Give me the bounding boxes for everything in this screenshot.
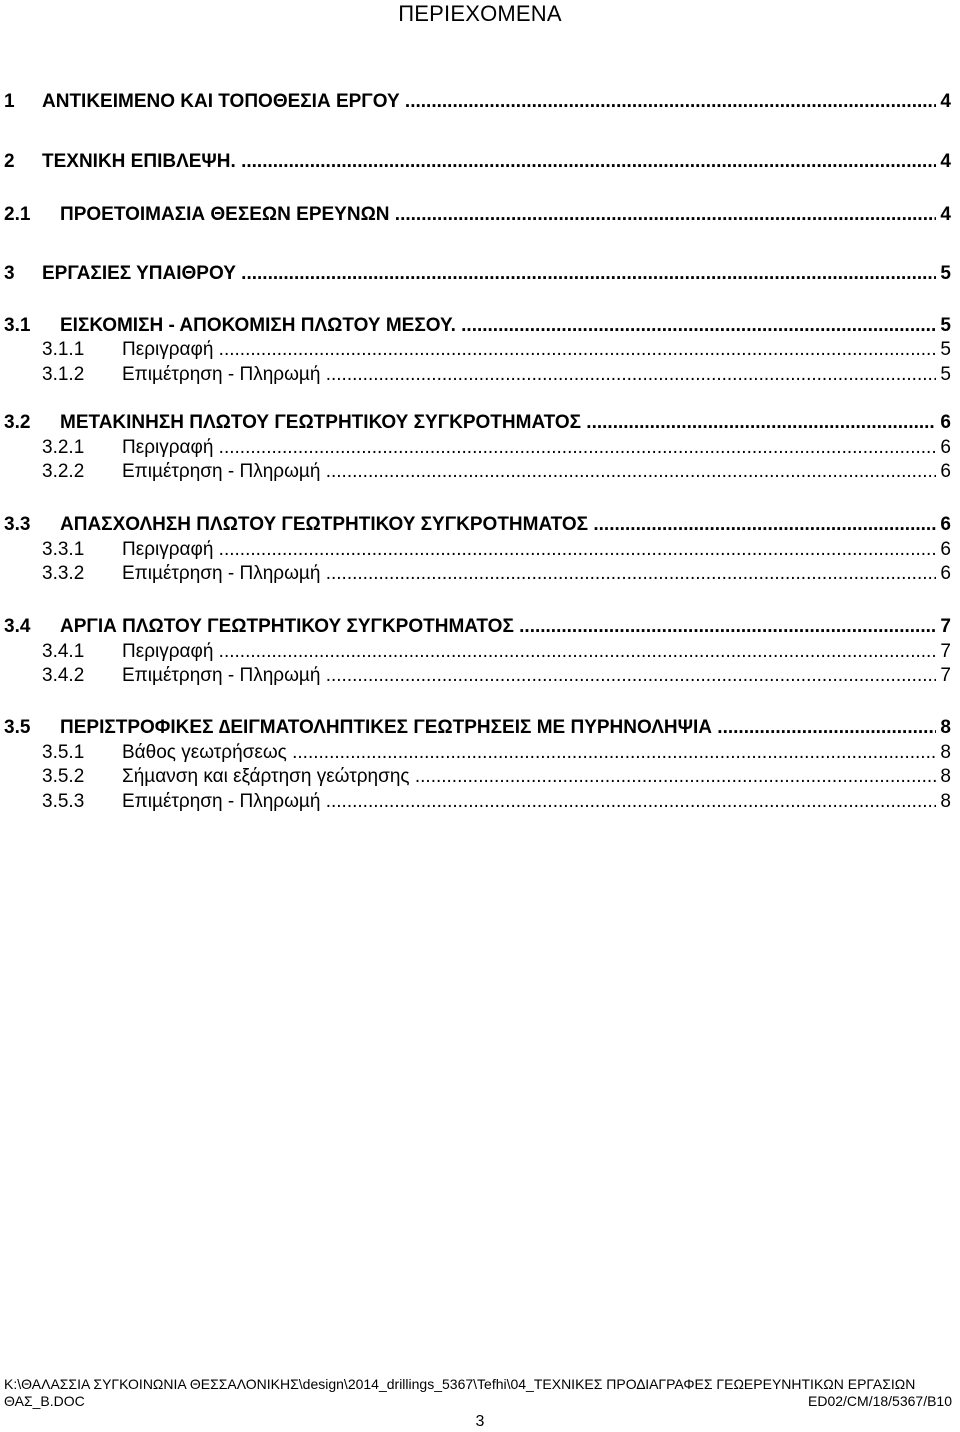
toc-entry-label: Σήµανση και εξάρτηση γεώτρησης ..... bbox=[122, 765, 936, 789]
toc-entry[interactable] bbox=[0, 90, 960, 114]
toc-entry-number: 3.1 bbox=[4, 315, 31, 336]
toc-entry-number: 3.4.1 bbox=[42, 641, 85, 662]
toc-entry-number: 3.2.2 bbox=[42, 461, 85, 482]
toc-entry[interactable] bbox=[0, 203, 960, 227]
toc-entry-page: 4 bbox=[940, 91, 951, 112]
toc-entry-page: 5 bbox=[940, 339, 951, 360]
toc-entry-label: ΕΡΓΑΣΙΕΣ ΥΠΑΙΘΡΟΥ ..... bbox=[42, 262, 936, 286]
toc-entry-page: 8 bbox=[940, 791, 951, 812]
toc-entry-number: 3.5 bbox=[4, 717, 31, 738]
toc-entry-number: 3.3.1 bbox=[42, 539, 85, 560]
toc-entry-page: 6 bbox=[940, 539, 951, 560]
toc-entry[interactable] bbox=[0, 765, 960, 789]
toc-entry[interactable] bbox=[0, 314, 960, 338]
toc-entry[interactable] bbox=[0, 363, 960, 387]
toc-entry-label: ΠΡΟΕΤΟΙΜΑΣΙΑ ΘΕΣΕΩΝ ΕΡΕΥΝΩΝ ..... bbox=[60, 203, 936, 227]
toc-entry-number: 3.5.3 bbox=[42, 791, 85, 812]
toc-entry-label: Περιγραφή ..... bbox=[122, 338, 936, 362]
toc-entry[interactable] bbox=[0, 513, 960, 537]
toc-entry-label: ΑΝΤΙΚΕΙΜΕΝΟ ΚΑΙ ΤΟΠΟΘΕΣΙΑ ΕΡΓΟΥ ..... bbox=[42, 90, 936, 114]
toc-entry-page: 4 bbox=[940, 151, 951, 172]
toc-entry-number: 3.2 bbox=[4, 412, 31, 433]
footer-document-code: ED02/CM/18/5367/B10 bbox=[808, 1393, 952, 1409]
footer-file-name: ΘΑΣ_Β.DOC bbox=[4, 1393, 85, 1409]
footer-file-path: K:\ΘΑΛΑΣΣΙΑ ΣΥΓΚΟΙΝΩΝΙΑ ΘΕΣΣΑΛΟΝΙΚΗΣ\design\2014_drillings_5367\Tefhi\04_ΤΕΧΝΙΚΕΣ ΠΡΟ∆ΙΑΓΡΑΦΕΣ ΓΕΩΕΡΕΥΝΗΤΙΚΩΝ ΕΡΓΑΣΙΩΝ bbox=[4, 1376, 916, 1392]
toc-entry-page: 5 bbox=[940, 364, 951, 385]
toc-entry-label: Βάθος γεωτρήσεως ..... bbox=[122, 741, 936, 765]
toc-entry-page: 7 bbox=[940, 641, 951, 662]
toc-entry-page: 6 bbox=[940, 461, 951, 482]
toc-title: ΠΕΡΙΕΧΟΜΕΝΑ bbox=[398, 1, 562, 26]
toc-entry-label: Επιµέτρηση - Πληρωµή ..... bbox=[122, 664, 936, 688]
toc-entry-number: 3 bbox=[4, 263, 15, 284]
toc-entry-label: Περιγραφή ..... bbox=[122, 436, 936, 460]
toc-entry[interactable] bbox=[0, 615, 960, 639]
toc-entry-page: 5 bbox=[940, 263, 951, 284]
toc-entry[interactable] bbox=[0, 790, 960, 814]
toc-entry-page: 8 bbox=[940, 717, 951, 738]
toc-entry[interactable] bbox=[0, 538, 960, 562]
toc-entry[interactable] bbox=[0, 664, 960, 688]
toc-entry-label: Περιγραφή ..... bbox=[122, 640, 936, 664]
toc-entry-page: 8 bbox=[940, 742, 951, 763]
toc-entry-label: ΕΙΣΚΟΜΙΣΗ - ΑΠΟΚΟΜΙΣΗ ΠΛΩΤΟΥ ΜΕΣΟΥ. ..... bbox=[60, 314, 936, 338]
toc-entry-label: ΠΕΡΙΣΤΡΟΦΙΚΕΣ ∆ΕΙΓΜΑΤΟΛΗΠΤΙΚΕΣ ΓΕΩΤΡΗΣΕΙΣ ΜΕ ΠΥΡΗΝΟΛΗΨΙΑ ..... bbox=[60, 716, 936, 740]
toc-entry-number: 3.5.1 bbox=[42, 742, 85, 763]
toc-entry-page: 6 bbox=[940, 563, 951, 584]
toc-entry[interactable] bbox=[0, 411, 960, 435]
toc-entry-label: Επιµέτρηση - Πληρωµή ..... bbox=[122, 363, 936, 387]
toc-entry[interactable] bbox=[0, 562, 960, 586]
toc-entry-label: ΤΕΧΝΙΚΗ ΕΠΙΒΛΕΨΗ. ..... bbox=[42, 150, 936, 174]
toc-entry-page: 6 bbox=[940, 412, 951, 433]
toc-entry-number: 3.5.2 bbox=[42, 766, 85, 787]
toc-entry-page: 5 bbox=[940, 315, 951, 336]
toc-entry-label: ΜΕΤΑΚΙΝΗΣΗ ΠΛΩΤΟΥ ΓΕΩΤΡΗΤΙΚΟΥ ΣΥΓΚΡΟΤΗΜΑΤΟΣ ..... bbox=[60, 411, 936, 435]
toc-entry-number: 3.4 bbox=[4, 616, 31, 637]
toc-entry[interactable] bbox=[0, 741, 960, 765]
toc-entry-number: 3.2.1 bbox=[42, 437, 85, 458]
toc-entry-page: 6 bbox=[940, 514, 951, 535]
toc-entry[interactable] bbox=[0, 716, 960, 740]
toc-entry-number: 3.4.2 bbox=[42, 665, 85, 686]
toc-entry-page: 7 bbox=[940, 665, 951, 686]
toc-entry-number: 2.1 bbox=[4, 204, 31, 225]
toc-entry[interactable] bbox=[0, 640, 960, 664]
toc-entry[interactable] bbox=[0, 338, 960, 362]
toc-entry[interactable] bbox=[0, 150, 960, 174]
toc-entry-label: Επιµέτρηση - Πληρωµή ..... bbox=[122, 562, 936, 586]
toc-entry[interactable] bbox=[0, 460, 960, 484]
toc-entry-page: 4 bbox=[940, 204, 951, 225]
toc-entry-number: 2 bbox=[4, 151, 15, 172]
toc-entry-number: 3.1.2 bbox=[42, 364, 85, 385]
toc-entry-page: 8 bbox=[940, 766, 951, 787]
toc-entry[interactable] bbox=[0, 262, 960, 286]
toc-entry-page: 7 bbox=[940, 616, 951, 637]
toc-entry-label: Περιγραφή ..... bbox=[122, 538, 936, 562]
toc-entry-number: 1 bbox=[4, 91, 15, 112]
toc-entry-number: 3.3.2 bbox=[42, 563, 85, 584]
toc-entry-label: ΑΡΓΙΑ ΠΛΩΤΟΥ ΓΕΩΤΡΗΤΙΚΟΥ ΣΥΓΚΡΟΤΗΜΑΤΟΣ ..... bbox=[60, 615, 936, 639]
toc-entry-label: ΑΠΑΣΧΟΛΗΣΗ ΠΛΩΤΟΥ ΓΕΩΤΡΗΤΙΚΟΥ ΣΥΓΚΡΟΤΗΜΑΤΟΣ ..... bbox=[60, 513, 936, 537]
toc-entry-number: 3.1.1 bbox=[42, 339, 85, 360]
toc-entry-label: Επιµέτρηση - Πληρωµή ..... bbox=[122, 460, 936, 484]
page-number: 3 bbox=[475, 1413, 485, 1430]
toc-entry-number: 3.3 bbox=[4, 514, 31, 535]
toc-entry-page: 6 bbox=[940, 437, 951, 458]
toc-entry[interactable] bbox=[0, 436, 960, 460]
toc-entry-label: Επιµέτρηση - Πληρωµή ..... bbox=[122, 790, 936, 814]
